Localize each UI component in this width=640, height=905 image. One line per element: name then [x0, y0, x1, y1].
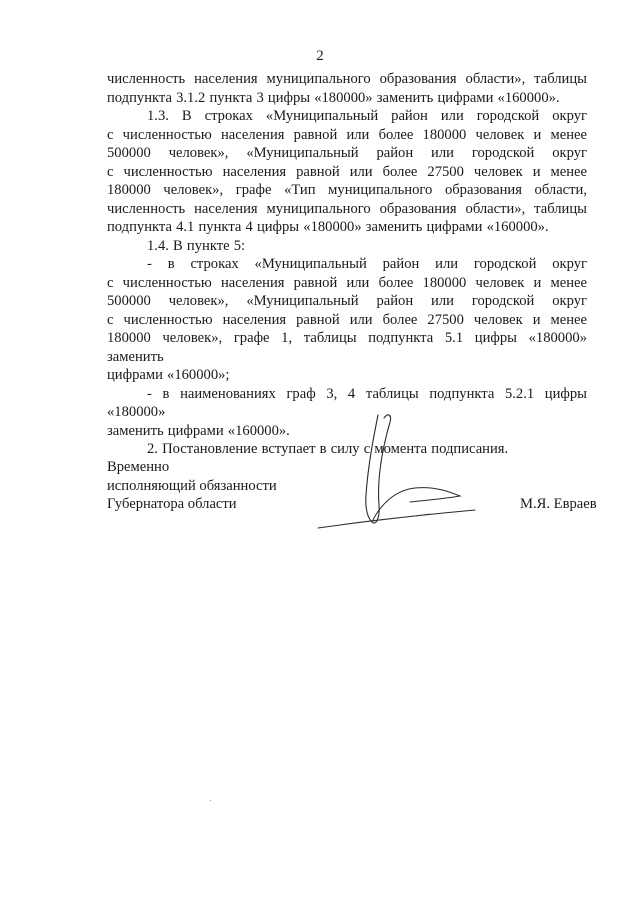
paragraph-line: численность населения муниципального образования области», таблицы: [107, 71, 587, 87]
signatory-name: М.Я. Евраев: [520, 496, 597, 512]
paragraph-line: с численностью населения равной или более 180000 человек и менее: [107, 126, 587, 143]
paragraph-line: численность населения муниципального образования области», таблицы: [107, 200, 587, 217]
paragraph-line: с численностью населения равной или более 27500 человек и менее: [107, 163, 587, 180]
paragraph-line: - в строках «Муниципальный район или городской округ: [147, 256, 587, 272]
paragraph-line: 1.3. В строках «Муниципальный район или городской округ: [147, 108, 587, 124]
paragraph-line: 2. Постановление вступает в силу с момента подписания.: [147, 441, 509, 457]
page-number: 2: [316, 48, 324, 64]
position-line: Временно: [107, 459, 170, 475]
document-body: [107, 70, 587, 459]
paragraph-line: подпункта 3.1.2 пункта 3 цифры «180000» заменить цифрами «160000».: [107, 89, 560, 106]
paragraph-line: цифрами «160000»;: [107, 367, 230, 383]
paragraph-line: заменить цифрами «160000».: [107, 422, 290, 439]
paragraph-line: с численностью населения равной или более 180000 человек и менее: [107, 274, 587, 291]
paragraph-line: подпункта 4.1 пункта 4 цифры «180000» заменить цифрами «160000».: [107, 219, 549, 235]
paragraph-line: 180000 человек», графе «Тип муниципального образования области,: [107, 182, 587, 198]
paragraph-line: 1.4. В пункте 5:: [147, 237, 246, 254]
paragraph-line: 180000 человек», графе 1, таблицы подпункта 5.1 цифры «180000» заменить: [107, 330, 587, 365]
position-line: Губернатора области: [107, 496, 237, 512]
paragraph-line: 500000 человек», «Муниципальный район или городской округ: [107, 293, 587, 309]
signatory-position: [107, 458, 277, 514]
scan-speck: [210, 800, 211, 801]
position-line: исполняющий обязанности: [107, 477, 277, 494]
handwritten-signature: [300, 410, 480, 535]
paragraph-line: 500000 человек», «Муниципальный район или городской округ: [107, 145, 587, 161]
paragraph-line: - в наименованиях граф 3, 4 таблицы подпункта 5.2.1 цифры «180000»: [107, 385, 587, 420]
paragraph-line: с численностью населения равной или более 27500 человек и менее: [107, 311, 587, 328]
